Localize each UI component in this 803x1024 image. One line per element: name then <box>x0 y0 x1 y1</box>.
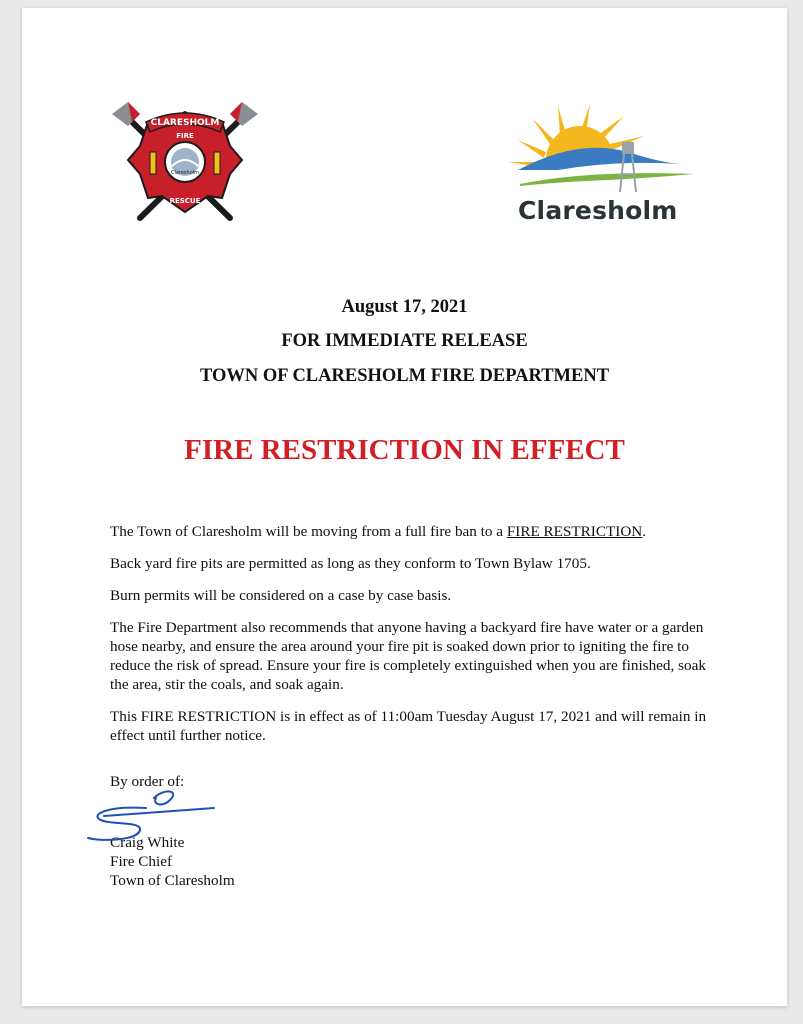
signer-organization: Town of Claresholm <box>110 872 235 889</box>
fire-logo-center-text: FIRE <box>176 132 194 140</box>
fire-logo-top-text: CLARESHOLM <box>150 118 220 128</box>
fire-logo-bottom-text: RESCUE <box>169 197 201 205</box>
fire-rescue-logo <box>110 100 260 226</box>
handwritten-signature <box>84 786 224 846</box>
paragraph-4: The Fire Department also recommends that anyone having a backyard fire have water or a garden hose nearby, and ensure the area around your fire pit is soaked down prior to igniting the fire to reduce the risk of spread. Ensure your fire is completely extinguished when you are finished, soak the area, stir the coals, and soak again. <box>110 619 706 693</box>
paragraph-3: Burn permits will be considered on a case by case basis. <box>110 587 452 604</box>
paragraph-2: Back yard fire pits are permitted as long as they conform to Town Bylaw 1705. <box>110 555 591 572</box>
signer-role: Fire Chief <box>110 853 173 870</box>
paragraph-5: This FIRE RESTRICTION is in effect as of 11:00am Tuesday August 17, 2021 and will remain in effect until further notice. <box>110 708 707 744</box>
water-tower-icon <box>620 142 636 192</box>
town-logo-wordmark: Claresholm <box>518 196 678 225</box>
paragraph-1-text: The Town of Claresholm will be moving from a full fire ban to a <box>110 523 507 540</box>
department-name: TOWN OF CLARESHOLM FIRE DEPARTMENT <box>199 366 610 386</box>
document-body <box>110 522 710 758</box>
signer-name: Craig White <box>110 834 185 851</box>
document-page <box>22 8 787 1006</box>
fire-logo-badge-text: Claresholm <box>170 170 200 176</box>
document-title: FIRE RESTRICTION IN EFFECT <box>184 434 625 466</box>
paragraph-1 <box>110 522 710 541</box>
green-hill <box>520 173 694 186</box>
release-type: FOR IMMEDIATE RELEASE <box>281 331 528 351</box>
fire-restriction-underlined: FIRE RESTRICTION <box>506 523 643 540</box>
by-order-label: By order of: <box>110 773 185 790</box>
release-date: August 17, 2021 <box>341 297 468 317</box>
paragraph-1-period: . <box>642 523 647 540</box>
